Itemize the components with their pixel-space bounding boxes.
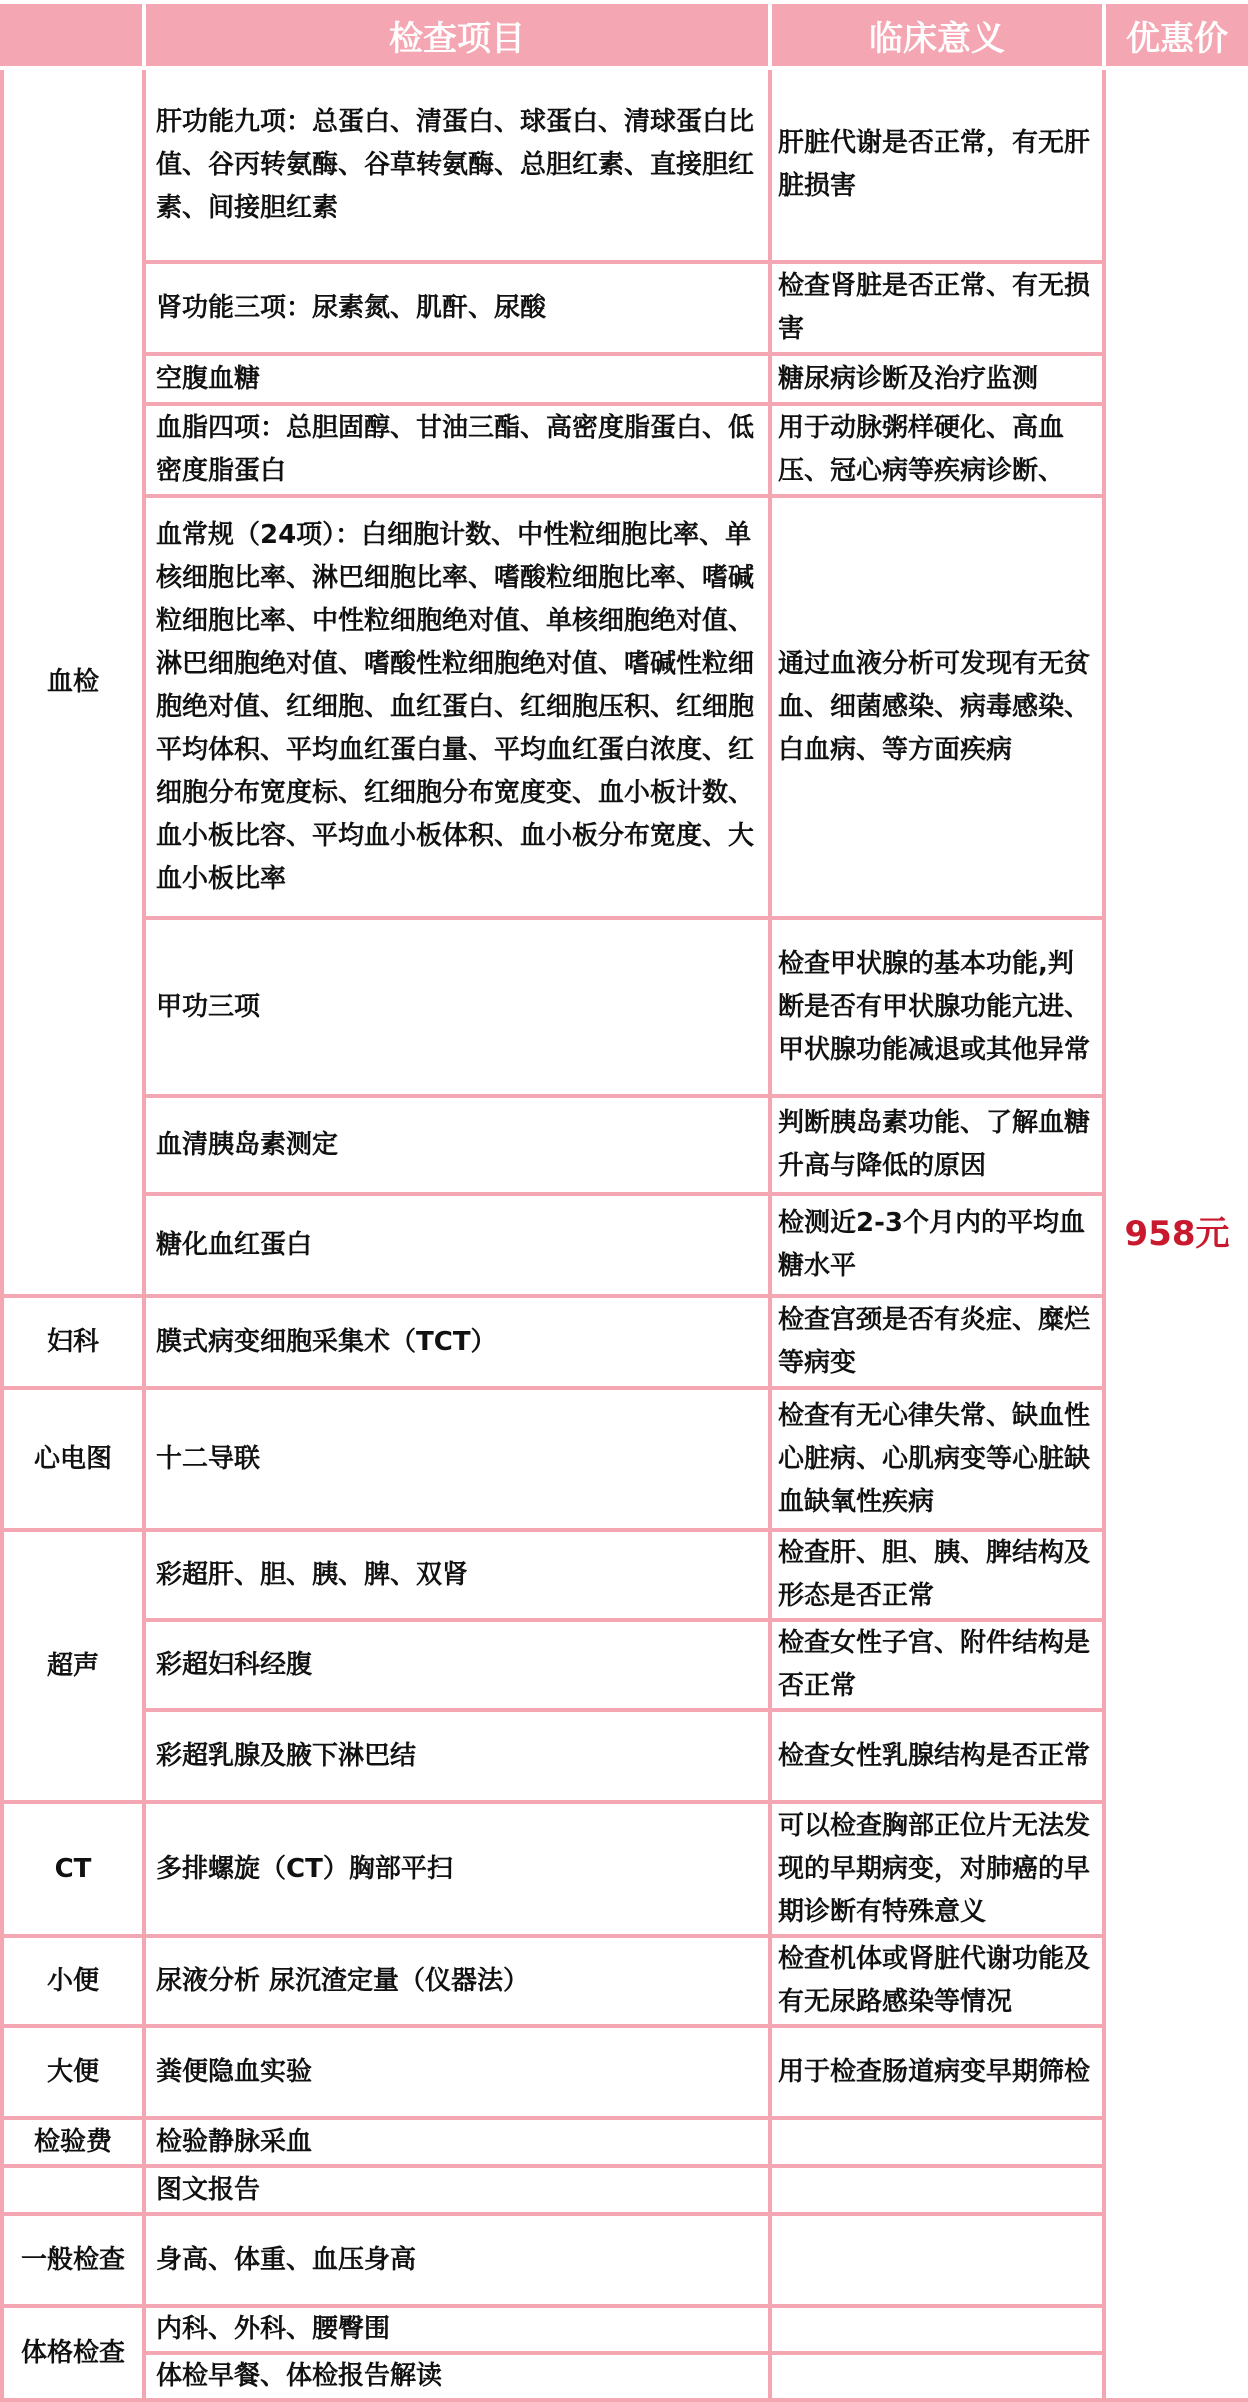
table-row — [2, 404, 1248, 496]
item-cell: 多排螺旋（CT）胸部平扫 — [144, 1802, 770, 1936]
meaning-cell — [770, 2306, 1104, 2353]
header-row — [2, 2, 1248, 68]
item-cell: 膜式病变细胞采集术（TCT） — [144, 1296, 770, 1388]
item-cell: 肝功能九项：总蛋白、清蛋白、球蛋白、清球蛋白比值、谷丙转氨酶、谷草转氨酶、总胆红素、直接胆红素、间接胆红素 — [144, 68, 770, 262]
table-row — [2, 1936, 1248, 2026]
category-cell: 检验费 — [2, 2118, 144, 2166]
item-cell: 检验静脉采血 — [144, 2118, 770, 2166]
meaning-cell: 用于动脉粥样硬化、高血压、冠心病等疾病诊断、 — [770, 404, 1104, 496]
meaning-cell: 检查女性子宫、附件结构是否正常 — [770, 1620, 1104, 1710]
table-row — [2, 496, 1248, 918]
category-cell: 妇科 — [2, 1296, 144, 1388]
table-row — [2, 1710, 1248, 1802]
item-cell: 血脂四项：总胆固醇、甘油三酯、高密度脂蛋白、低密度脂蛋白 — [144, 404, 770, 496]
table-row — [2, 1620, 1248, 1710]
item-cell: 尿液分析 尿沉渣定量（仪器法） — [144, 1936, 770, 2026]
table-row — [2, 1802, 1248, 1936]
category-cell: CT — [2, 1802, 144, 1936]
item-cell: 彩超妇科经腹 — [144, 1620, 770, 1710]
table-row — [2, 1096, 1248, 1194]
item-cell: 体检早餐、体检报告解读 — [144, 2353, 770, 2400]
header-price: 优惠价 — [1104, 2, 1248, 68]
table-row — [2, 918, 1248, 1096]
meaning-cell: 检查宫颈是否有炎症、糜烂等病变 — [770, 1296, 1104, 1388]
item-cell: 彩超肝、胆、胰、脾、双肾 — [144, 1530, 770, 1620]
category-cell: 小便 — [2, 1936, 144, 2026]
meaning-cell: 肝脏代谢是否正常，有无肝脏损害 — [770, 68, 1104, 262]
item-cell: 彩超乳腺及腋下淋巴结 — [144, 1710, 770, 1802]
category-cell: 大便 — [2, 2026, 144, 2118]
meaning-cell: 检查机体或肾脏代谢功能及有无尿路感染等情况 — [770, 1936, 1104, 2026]
table-row — [2, 2214, 1248, 2306]
table-row — [2, 1194, 1248, 1296]
table-row — [2, 1388, 1248, 1530]
item-cell: 粪便隐血实验 — [144, 2026, 770, 2118]
header-category — [2, 2, 144, 68]
meaning-cell — [770, 2166, 1104, 2214]
table-row — [2, 2353, 1248, 2400]
table-row — [2, 354, 1248, 404]
item-cell: 身高、体重、血压身高 — [144, 2214, 770, 2306]
category-cell: 一般检查 — [2, 2214, 144, 2306]
item-cell: 图文报告 — [144, 2166, 770, 2214]
item-cell: 血常规（24项）：白细胞计数、中性粒细胞比率、单核细胞比率、淋巴细胞比率、嗜酸粒细胞比率、嗜碱粒细胞比率、中性粒细胞绝对值、单核细胞绝对值、淋巴细胞绝对值、嗜酸性粒细胞绝对值、嗜碱性粒细胞绝对值、红细胞、血红蛋白、红细胞压积、红细胞平均体积、平均血红蛋白量、平均血红蛋白浓度、红细胞分布宽度标、红细胞分布宽度变、血小板计数、血小板比容、平均血小板体积、血小板分布宽度、大血小板比率 — [144, 496, 770, 918]
table-row — [2, 2306, 1248, 2353]
meaning-cell: 检查肝、胆、胰、脾结构及形态是否正常 — [770, 1530, 1104, 1620]
meaning-cell: 用于检查肠道病变早期筛检 — [770, 2026, 1104, 2118]
table-row — [2, 1296, 1248, 1388]
item-cell: 肾功能三项：尿素氮、肌酐、尿酸 — [144, 262, 770, 354]
item-cell: 内科、外科、腰臀围 — [144, 2306, 770, 2353]
meaning-cell — [770, 2353, 1104, 2400]
category-cell: 体格检查 — [2, 2306, 144, 2400]
table-row — [2, 68, 1248, 262]
category-cell — [2, 2166, 144, 2214]
item-cell: 甲功三项 — [144, 918, 770, 1096]
table-row — [2, 1530, 1248, 1620]
meaning-cell: 检查女性乳腺结构是否正常 — [770, 1710, 1104, 1802]
meaning-cell: 检查有无心律失常、缺血性心脏病、心肌病变等心脏缺血缺氧性疾病 — [770, 1388, 1104, 1530]
category-cell: 血检 — [2, 68, 144, 1296]
meaning-cell: 糖尿病诊断及治疗监测 — [770, 354, 1104, 404]
header-items: 检查项目 — [144, 2, 770, 68]
meaning-cell: 检查甲状腺的基本功能,判断是否有甲状腺功能亢进、甲状腺功能减退或其他异常 — [770, 918, 1104, 1096]
table-row — [2, 262, 1248, 354]
table-row — [2, 2026, 1248, 2118]
meaning-cell: 通过血液分析可发现有无贫血、细菌感染、病毒感染、白血病、等方面疾病 — [770, 496, 1104, 918]
category-cell: 超声 — [2, 1530, 144, 1802]
table-row — [2, 2166, 1248, 2214]
item-cell: 十二导联 — [144, 1388, 770, 1530]
meaning-cell — [770, 2118, 1104, 2166]
item-cell: 空腹血糖 — [144, 354, 770, 404]
meaning-cell: 检查肾脏是否正常、有无损害 — [770, 262, 1104, 354]
table-row — [2, 2118, 1248, 2166]
meaning-cell: 判断胰岛素功能、了解血糖升高与降低的原因 — [770, 1096, 1104, 1194]
price-cell: 958元 — [1104, 68, 1248, 2400]
item-cell: 糖化血红蛋白 — [144, 1194, 770, 1296]
meaning-cell: 检测近2-3个月内的平均血糖水平 — [770, 1194, 1104, 1296]
header-meaning: 临床意义 — [770, 2, 1104, 68]
meaning-cell — [770, 2214, 1104, 2306]
item-cell: 血清胰岛素测定 — [144, 1096, 770, 1194]
category-cell: 心电图 — [2, 1388, 144, 1530]
meaning-cell: 可以检查胸部正位片无法发现的早期病变，对肺癌的早期诊断有特殊意义 — [770, 1802, 1104, 1936]
